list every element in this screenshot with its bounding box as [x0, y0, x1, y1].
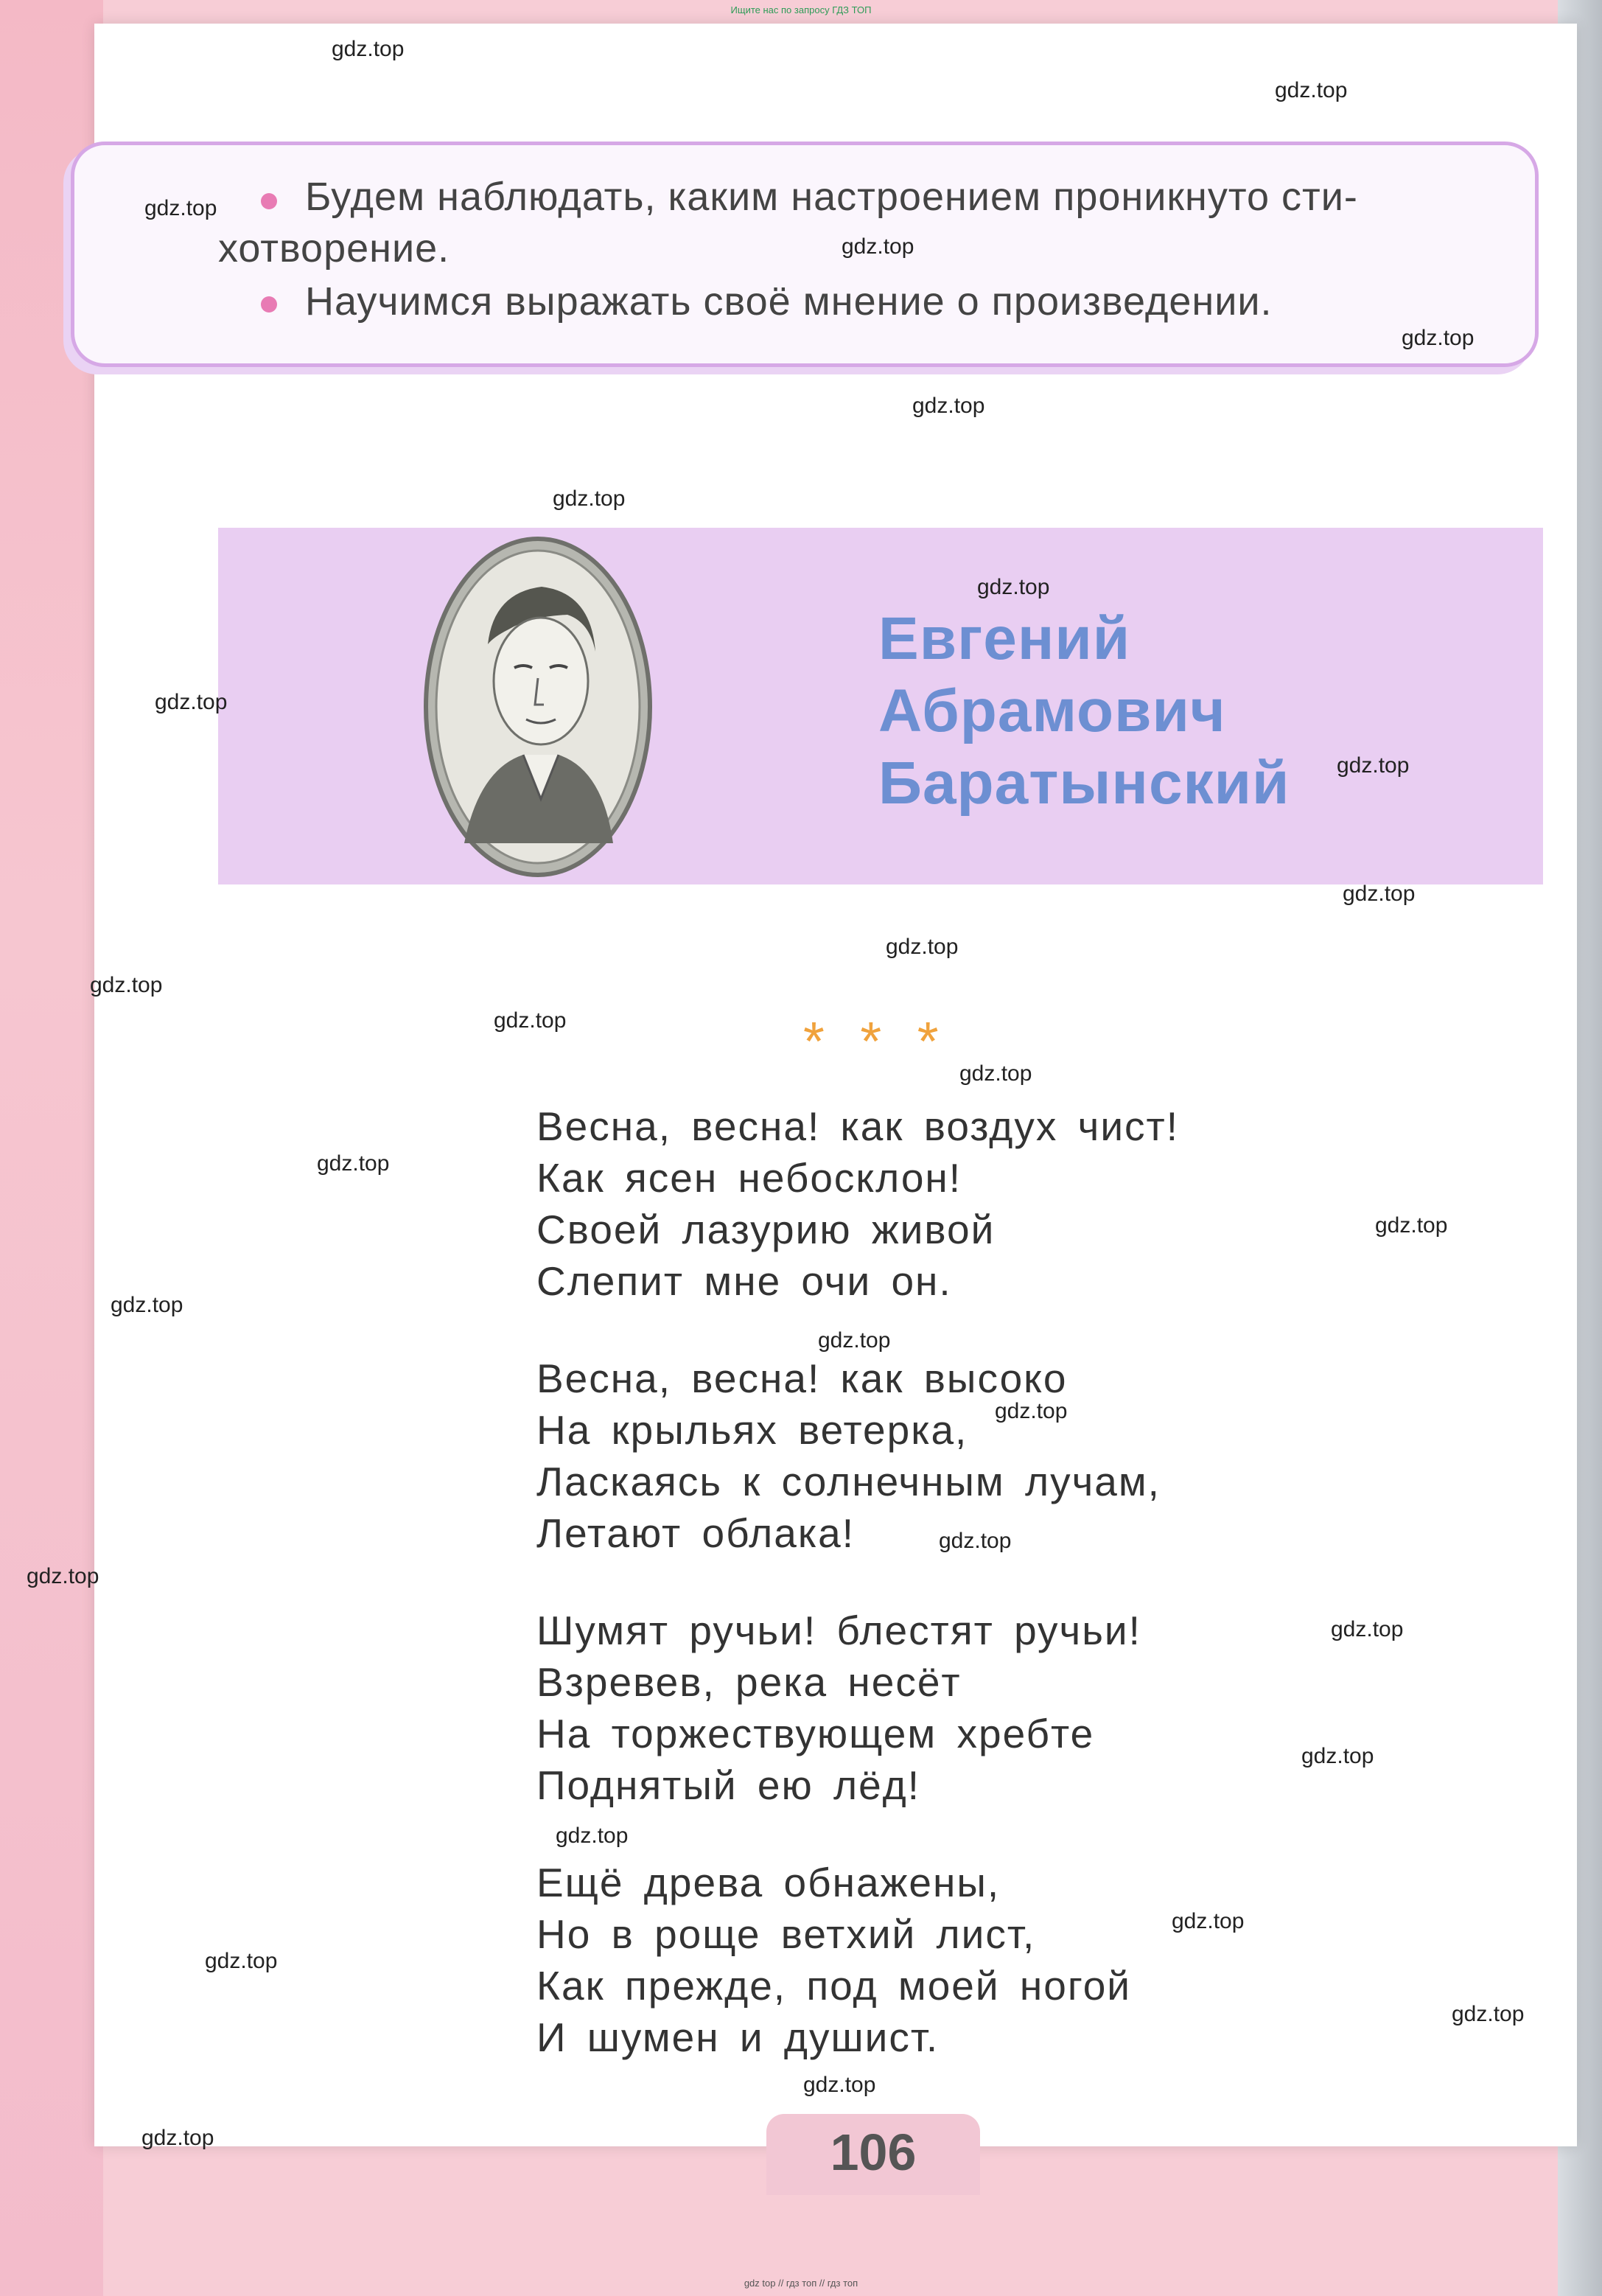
poem-line: Ласкаясь к солнечным лучам, — [536, 1459, 1161, 1504]
poem-line: На крыльях ветерка, — [536, 1407, 968, 1453]
watermark: gdz.top — [141, 2126, 214, 2150]
poem-line: Но в роще ветхий лист, — [536, 1911, 1036, 1957]
watermark: gdz.top — [90, 973, 163, 997]
watermark: gdz.top — [886, 935, 959, 959]
poem-line: Как прежде, под моей ногой — [536, 1963, 1131, 2009]
watermark: gdz.top — [939, 1529, 1012, 1553]
watermark: gdz.top — [959, 1061, 1032, 1086]
poem-line: Слепит мне очи он. — [536, 1258, 952, 1304]
watermark: gdz.top — [155, 690, 228, 714]
poem-line: Ещё древа обнажены, — [536, 1860, 1001, 1905]
watermark: gdz.top — [27, 1564, 99, 1588]
watermark: gdz.top — [1275, 78, 1348, 102]
watermark: gdz.top — [1402, 326, 1475, 350]
watermark: gdz.top — [1301, 1744, 1374, 1768]
footer-note: gdz top // гдз топ // гдз топ — [744, 2278, 858, 2289]
poem-line: Поднятый ею лёд! — [536, 1762, 921, 1808]
watermark: gdz.top — [111, 1293, 183, 1317]
watermark: gdz.top — [144, 196, 217, 220]
poem-asterisks: * * * — [803, 1011, 949, 1072]
bullet-icon — [261, 193, 277, 209]
watermark: gdz.top — [205, 1949, 278, 1973]
watermark: gdz.top — [995, 1399, 1068, 1423]
watermark: gdz.top — [1343, 882, 1416, 906]
poem-line: И шумен и душист. — [536, 2014, 940, 2060]
watermark: gdz.top — [1375, 1213, 1448, 1238]
watermark: gdz.top — [818, 1328, 891, 1353]
author-portrait-icon — [420, 534, 656, 880]
poem-line: Шумят ручьи! блестят ручьи! — [536, 1608, 1141, 1653]
poem-line: Своей лазурию живой — [536, 1207, 996, 1252]
goal-line-1: Будем наблюдать, каким настроением проникнуто сти- — [305, 175, 1358, 219]
author-last-name: Баратынский — [878, 750, 1290, 817]
top-note: Ищите нас по запросу ГДЗ ТОП — [730, 4, 872, 15]
watermark: gdz.top — [494, 1008, 567, 1033]
watermark: gdz.top — [1172, 1909, 1245, 1933]
page-number: 106 — [830, 2124, 917, 2181]
watermark: gdz.top — [1337, 753, 1410, 778]
watermark: gdz.top — [1452, 2002, 1525, 2026]
poem-line: Летают облака! — [536, 1510, 855, 1556]
bullet-icon — [261, 296, 277, 313]
watermark: gdz.top — [317, 1151, 390, 1176]
watermark: gdz.top — [977, 575, 1050, 599]
author-first-name: Евгений — [878, 605, 1131, 672]
poem-line: Как ясен небосклон! — [536, 1155, 962, 1201]
watermark: gdz.top — [842, 234, 914, 259]
watermark: gdz.top — [803, 2073, 876, 2097]
watermark: gdz.top — [556, 1824, 629, 1848]
watermark: gdz.top — [912, 394, 985, 418]
poem-line: На торжествующем хребте — [536, 1711, 1095, 1756]
poem-line: Взревев, река несёт — [536, 1659, 962, 1705]
watermark: gdz.top — [332, 37, 405, 61]
watermark: gdz.top — [1331, 1617, 1404, 1641]
goal-line-3: Научимся выражать своё мнение о произведении. — [305, 279, 1273, 324]
poem-line: Весна, весна! как высоко — [536, 1355, 1068, 1401]
watermark: gdz.top — [553, 486, 626, 511]
poem-line: Весна, весна! как воздух чист! — [536, 1103, 1180, 1149]
author-patronymic: Абрамович — [878, 677, 1226, 744]
goal-line-2: хотворение. — [218, 226, 450, 271]
